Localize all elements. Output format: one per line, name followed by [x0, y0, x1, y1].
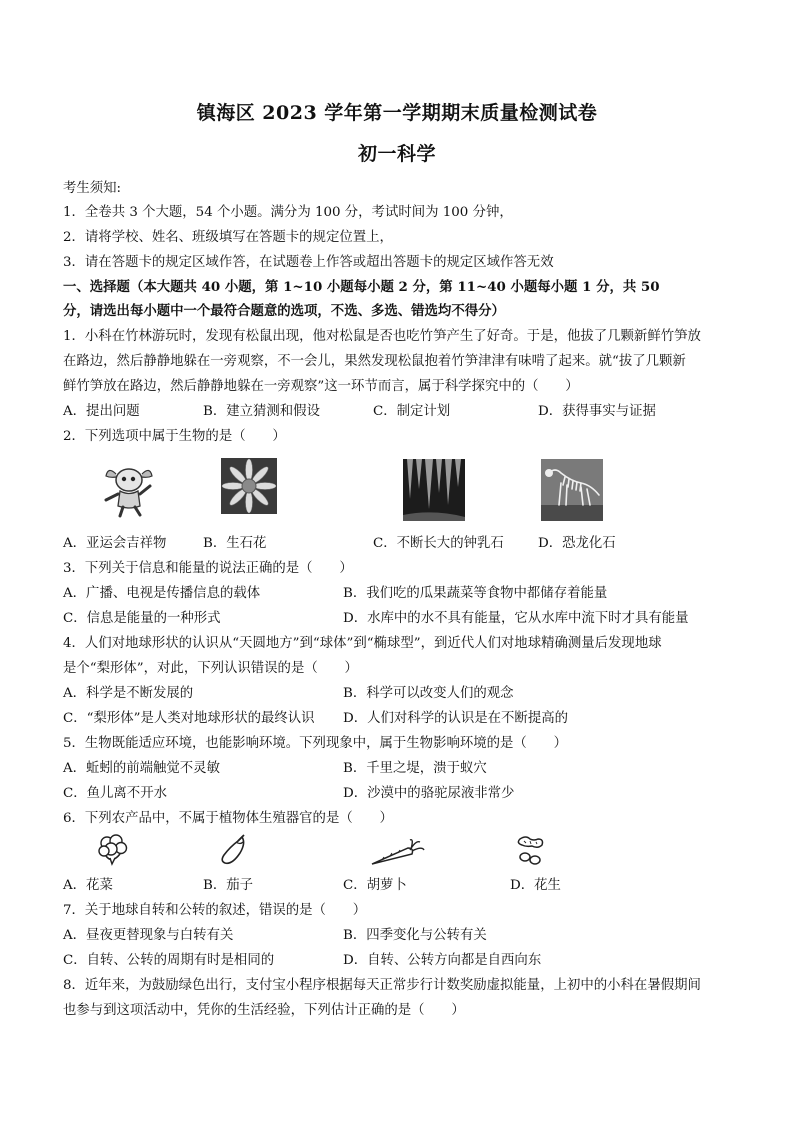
q2-option-b: B．生石花: [203, 536, 267, 551]
exam-title: 镇海区 2023 学年第一学期期末质量检测试卷: [196, 102, 598, 124]
cauliflower-icon: [96, 832, 130, 866]
q8-stem-line-2: 也参与到这项活动中，凭你的生活经验，下列估计正确的是（ ）: [63, 1003, 465, 1018]
exam-subtitle: 初一科学: [357, 143, 436, 165]
mascot-icon: [100, 462, 158, 518]
q5-option-a: A．蚯蚓的前端触觉不灵敏: [63, 761, 220, 776]
notice-heading: 考生须知:: [63, 181, 122, 196]
eggplant-icon: [218, 833, 250, 867]
q2-option-d: D．恐龙化石: [538, 536, 616, 551]
stalactite-icon: [403, 459, 465, 521]
section-heading-line-1: 一、选择题（本大题共 40 小题，第 1~10 小题每小题 2 分，第 11~40 小题每小题 1 分，共 50: [63, 279, 660, 295]
q2-option-a: A．亚运会吉祥物: [63, 536, 167, 551]
dinosaur-fossil-icon: [541, 459, 603, 521]
carrot-icon: [370, 838, 426, 868]
q3-option-b: B．我们吃的瓜果蔬菜等食物中都储存着能量: [343, 586, 608, 601]
q3-option-c: C．信息是能量的一种形式: [63, 611, 221, 626]
q7-stem: 7．关于地球自转和公转的叙述，错误的是（ ）: [63, 903, 367, 918]
section-heading-line-2: 分，请选出每小题中一个最符合题意的选项，不选、多选、错选均不得分）: [63, 303, 505, 319]
notice-item-1: 1．全卷共 3 个大题，54 个小题。满分为 100 分，考试时间为 100 分钟，: [63, 205, 513, 220]
q4-option-a: A．科学是不断发展的: [63, 686, 194, 701]
q4-stem-line-1: 4．人们对地球形状的认识从“天圆地方”到“球体”到“椭球型”，到近代人们对地球精确测量后发现地球: [63, 636, 662, 651]
q2-option-c: C．不断长大的钟乳石: [373, 536, 504, 551]
q1-option-d: D．获得事实与证据: [538, 404, 656, 419]
q6-option-d: D．花生: [510, 878, 561, 893]
q6-stem: 6．下列农产品中，不属于植物体生殖器官的是（ ）: [63, 811, 393, 826]
q3-option-d: D．水库中的水不具有能量，它从水库中流下时才具有能量: [343, 611, 689, 626]
q5-stem: 5．生物既能适应环境，也能影响环境。下列现象中，属于生物影响环境的是（ ）: [63, 736, 567, 751]
q6-option-a: A．花菜: [63, 878, 113, 893]
q8-stem-line-1: 8．近年来，为鼓励绿色出行，支付宝小程序根据每天正常步行计数奖励虚拟能量，上初中的小科在暑假期间: [63, 978, 701, 993]
q1-stem-line-1: 1．小科在竹林游玩时，发现有松鼠出现，他对松鼠是否也吃竹笋产生了好奇。于是，他拔了几颗新鲜竹笋放: [63, 329, 701, 344]
q5-option-c: C．鱼儿离不开水: [63, 786, 167, 801]
q5-option-d: D．沙漠中的骆驼尿液非常少: [343, 786, 515, 801]
q4-stem-line-2: 是个“梨形体”，对此，下列认识错误的是（ ）: [63, 661, 358, 676]
q7-option-b: B．四季变化与公转有关: [343, 928, 487, 943]
q1-stem-line-2: 在路边，然后静静地躲在一旁观察，不一会儿，果然发现松鼠抱着竹笋津津有味啃了起来。就“拔了几颗新: [63, 354, 686, 369]
q5-option-b: B．千里之堤，溃于蚁穴: [343, 761, 487, 776]
q4-option-d: D．人们对科学的认识是在不断提高的: [343, 711, 568, 726]
q7-option-d: D．自转、公转方向都是自西向东: [343, 953, 542, 968]
notice-item-2: 2．请将学校、姓名、班级填写在答题卡的规定位置上，: [63, 230, 393, 245]
q1-option-a: A．提出问题: [63, 404, 140, 419]
q1-option-c: C．制定计划: [373, 404, 451, 419]
peanut-icon: [514, 833, 548, 867]
q1-option-b: B．建立猜测和假设: [203, 404, 320, 419]
q3-stem: 3．下列关于信息和能量的说法正确的是（ ）: [63, 561, 353, 576]
q7-option-c: C．自转、公转的周期有时是相同的: [63, 953, 275, 968]
q6-option-c: C．胡萝卜: [343, 878, 407, 893]
notice-item-3: 3．请在答题卡的规定区域作答，在试题卷上作答或超出答题卡的规定区域作答无效: [63, 255, 554, 270]
q1-stem-line-3: 鲜竹笋放在路边，然后静静地躲在一旁观察”这一环节而言，属于科学探究中的（ ）: [63, 379, 579, 394]
q6-option-b: B．茄子: [203, 878, 254, 893]
q2-stem: 2．下列选项中属于生物的是（ ）: [63, 429, 286, 444]
living-stone-flower-icon: [221, 458, 277, 514]
q3-option-a: A．广播、电视是传播信息的载体: [63, 586, 261, 601]
q4-option-c: C．“梨形体”是人类对地球形状的最终认识: [63, 711, 315, 726]
q7-option-a: A．昼夜更替现象与白转有关: [63, 928, 234, 943]
q4-option-b: B．科学可以改变人们的观念: [343, 686, 514, 701]
